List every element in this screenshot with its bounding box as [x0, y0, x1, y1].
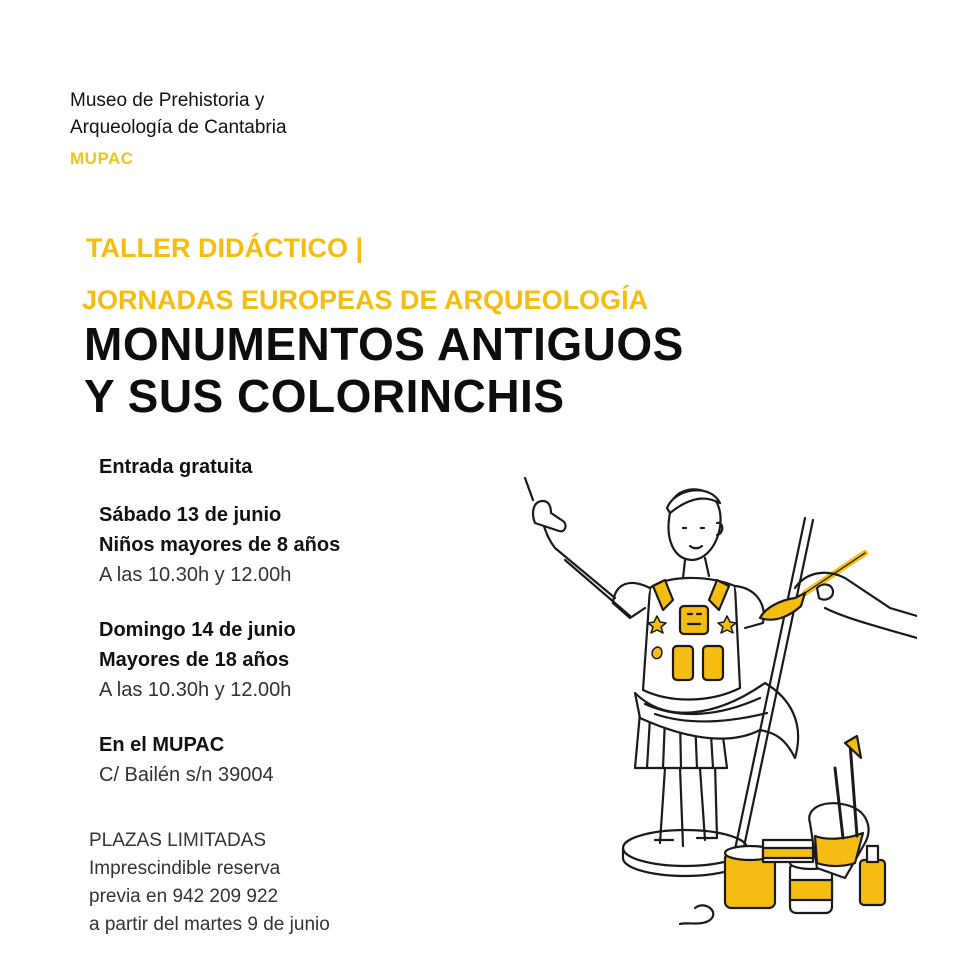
entry-text: Entrada gratuita — [99, 456, 253, 478]
session-date: Sábado 13 de junio — [99, 504, 282, 526]
booking-note — [89, 827, 330, 939]
title-line2: Y SUS COLORINCHIS — [84, 370, 565, 422]
note-line3: previa en 942 209 922 — [89, 886, 279, 907]
location — [99, 730, 340, 790]
museum-header — [70, 87, 287, 172]
session-audience: Niños mayores de 8 años — [99, 534, 341, 556]
note-line1: PLAZAS LIMITADAS — [89, 830, 267, 851]
event-title — [84, 318, 684, 422]
session-saturday — [99, 500, 340, 590]
session-times: A las 10.30h y 12.00h — [99, 564, 292, 586]
session-date: Domingo 14 de junio — [99, 619, 296, 641]
location-address: C/ Bailén s/n 39004 — [99, 764, 274, 786]
note-line4: a partir del martes 9 de junio — [89, 914, 330, 935]
kicker-line2: JORNADAS EUROPEAS DE ARQUEOLOGÍA — [82, 285, 649, 315]
museum-name-line1: Museo de Prehistoria y — [70, 90, 265, 111]
session-audience: Mayores de 18 años — [99, 649, 290, 671]
museum-name-line2: Arqueología de Cantabria — [70, 117, 287, 138]
event-kicker — [82, 222, 649, 326]
title-line1: MONUMENTOS ANTIGUOS — [84, 318, 684, 370]
kicker-line1: TALLER DIDÁCTICO | — [86, 233, 364, 263]
museum-acronym: MUPAC — [70, 149, 134, 168]
event-info — [99, 452, 340, 815]
location-label: En el MUPAC — [99, 734, 225, 756]
statue-painting-illustration — [505, 468, 917, 958]
session-times: A las 10.30h y 12.00h — [99, 679, 292, 701]
note-line2: Imprescindible reserva — [89, 858, 281, 879]
session-sunday — [99, 615, 340, 705]
